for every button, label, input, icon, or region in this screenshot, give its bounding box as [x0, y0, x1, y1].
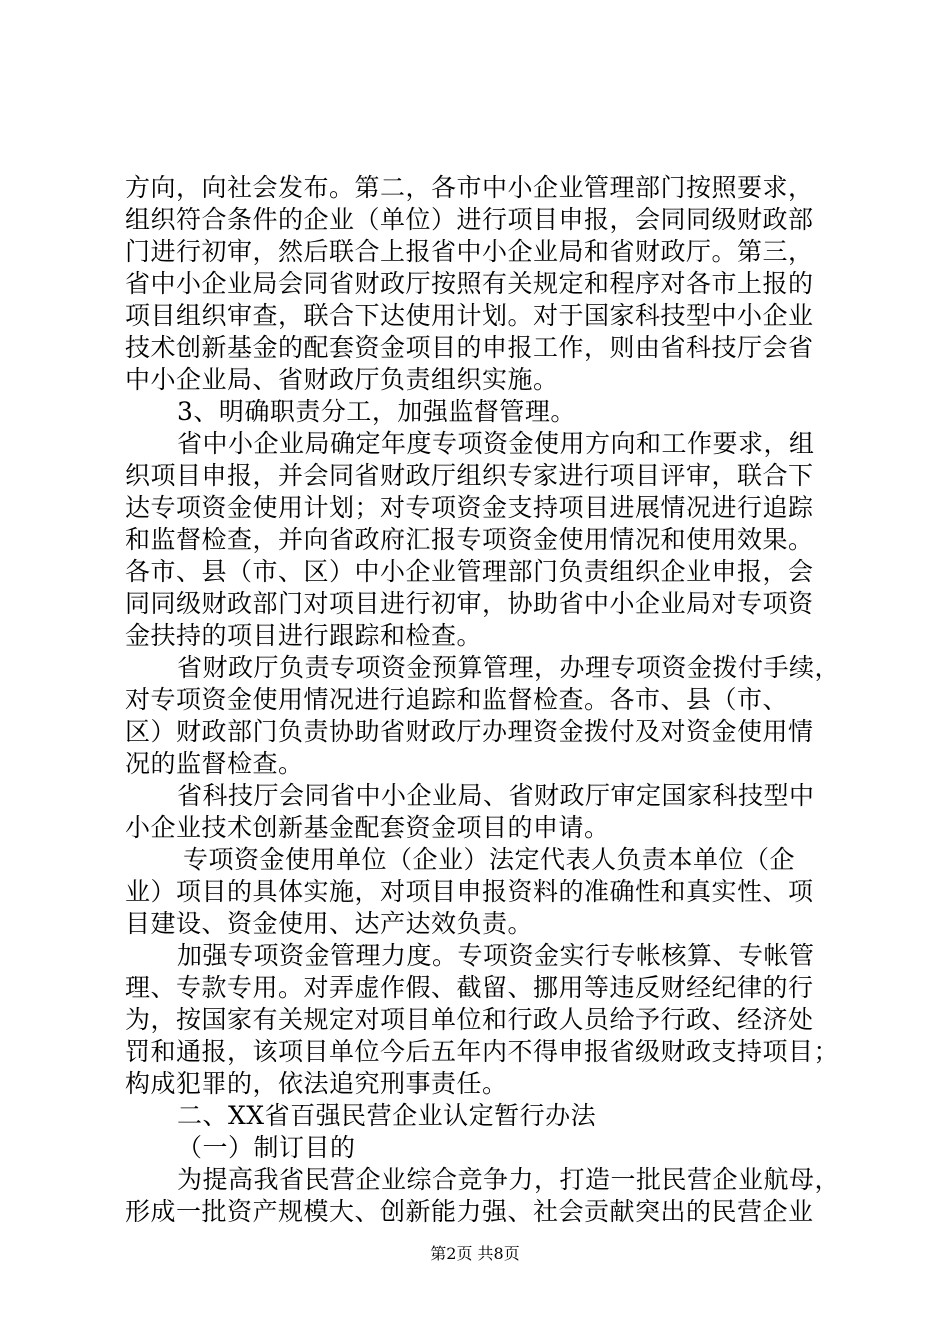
text-line: 中小企业局、省财政厅负责组织实施。 — [125, 365, 559, 394]
text-line: 业）项目的具体实施，对项目申报资料的准确性和真实性、项 — [125, 877, 814, 906]
section-heading: 二、XX省百强民营企业认定暂行办法 — [177, 1101, 597, 1130]
text-line: 专项资金使用单位（企业）法定代表人负责本单位（企 — [183, 845, 796, 874]
text-line: 同同级财政部门对项目进行初审，协助省中小企业局对专项资 — [125, 589, 814, 618]
text-line: 理、专款专用。对弄虚作假、截留、挪用等违反财经纪律的行 — [125, 973, 814, 1002]
text-line: 省财政厅负责专项资金预算管理，办理专项资金拨付手续， — [177, 653, 841, 682]
text-line: 省中小企业局会同省财政厅按照有关规定和程序对各市上报的 — [125, 269, 814, 298]
text-line: 小企业技术创新基金配套资金项目的申请。 — [125, 813, 610, 842]
text-line: 为提高我省民营企业综合竞争力，打造一批民营企业航母， — [177, 1165, 841, 1194]
text-line: 达专项资金使用计划；对专项资金支持项目进展情况进行追踪 — [125, 493, 814, 522]
text-line: 罚和通报，该项目单位今后五年内不得申报省级财政支持项目； — [125, 1037, 840, 1066]
text-line: 省科技厅会同省中小企业局、省财政厅审定国家科技型中 — [177, 781, 815, 810]
text-line: 方向，向社会发布。第二，各市中小企业管理部门按照要求， — [125, 173, 814, 202]
text-line: 金扶持的项目进行跟踪和检查。 — [125, 621, 483, 650]
text-line: 为，按国家有关规定对项目单位和行政人员给予行政、经济处 — [125, 1005, 814, 1034]
text-line: 加强专项资金管理力度。专项资金实行专帐核算、专帐管 — [177, 941, 815, 970]
body-text — [125, 172, 845, 1228]
page-footer — [0, 1244, 950, 1264]
text-line: 构成犯罪的，依法追究刑事责任。 — [125, 1069, 508, 1098]
section-heading: 3、明确职责分工，加强监督管理。 — [177, 397, 576, 426]
text-line: 况的监督检查。 — [125, 749, 304, 778]
text-line: 项目组织审查，联合下达使用计划。对于国家科技型中小企业 — [125, 301, 814, 330]
page-number: 第2页 共8页 — [430, 1244, 520, 1263]
text-line: 技术创新基金的配套资金项目的申报工作，则由省科技厅会省 — [125, 333, 814, 362]
text-line: 省中小企业局确定年度专项资金使用方向和工作要求，组 — [177, 429, 815, 458]
text-line: 门进行初审，然后联合上报省中小企业局和省财政厅。第三， — [125, 237, 814, 266]
text-line: 目建设、资金使用、达产达效负责。 — [125, 909, 534, 938]
text-line: 对专项资金使用情况进行追踪和监督检查。各市、县（市、 — [125, 685, 789, 714]
subsection-heading: （一）制订目的 — [177, 1133, 356, 1162]
text-line: 区）财政部门负责协助省财政厅办理资金拨付及对资金使用情 — [125, 717, 814, 746]
text-line: 形成一批资产规模大、创新能力强、社会贡献突出的民营企业 — [125, 1197, 814, 1226]
text-line: 和监督检查，并向省政府汇报专项资金使用情况和使用效果。 — [125, 525, 814, 554]
text-line: 织项目申报，并会同省财政厅组织专家进行项目评审，联合下 — [125, 461, 814, 490]
text-line: 各市、县（市、区）中小企业管理部门负责组织企业申报，会 — [125, 557, 814, 586]
text-line: 组织符合条件的企业（单位）进行项目申报，会同同级财政部 — [125, 205, 814, 234]
